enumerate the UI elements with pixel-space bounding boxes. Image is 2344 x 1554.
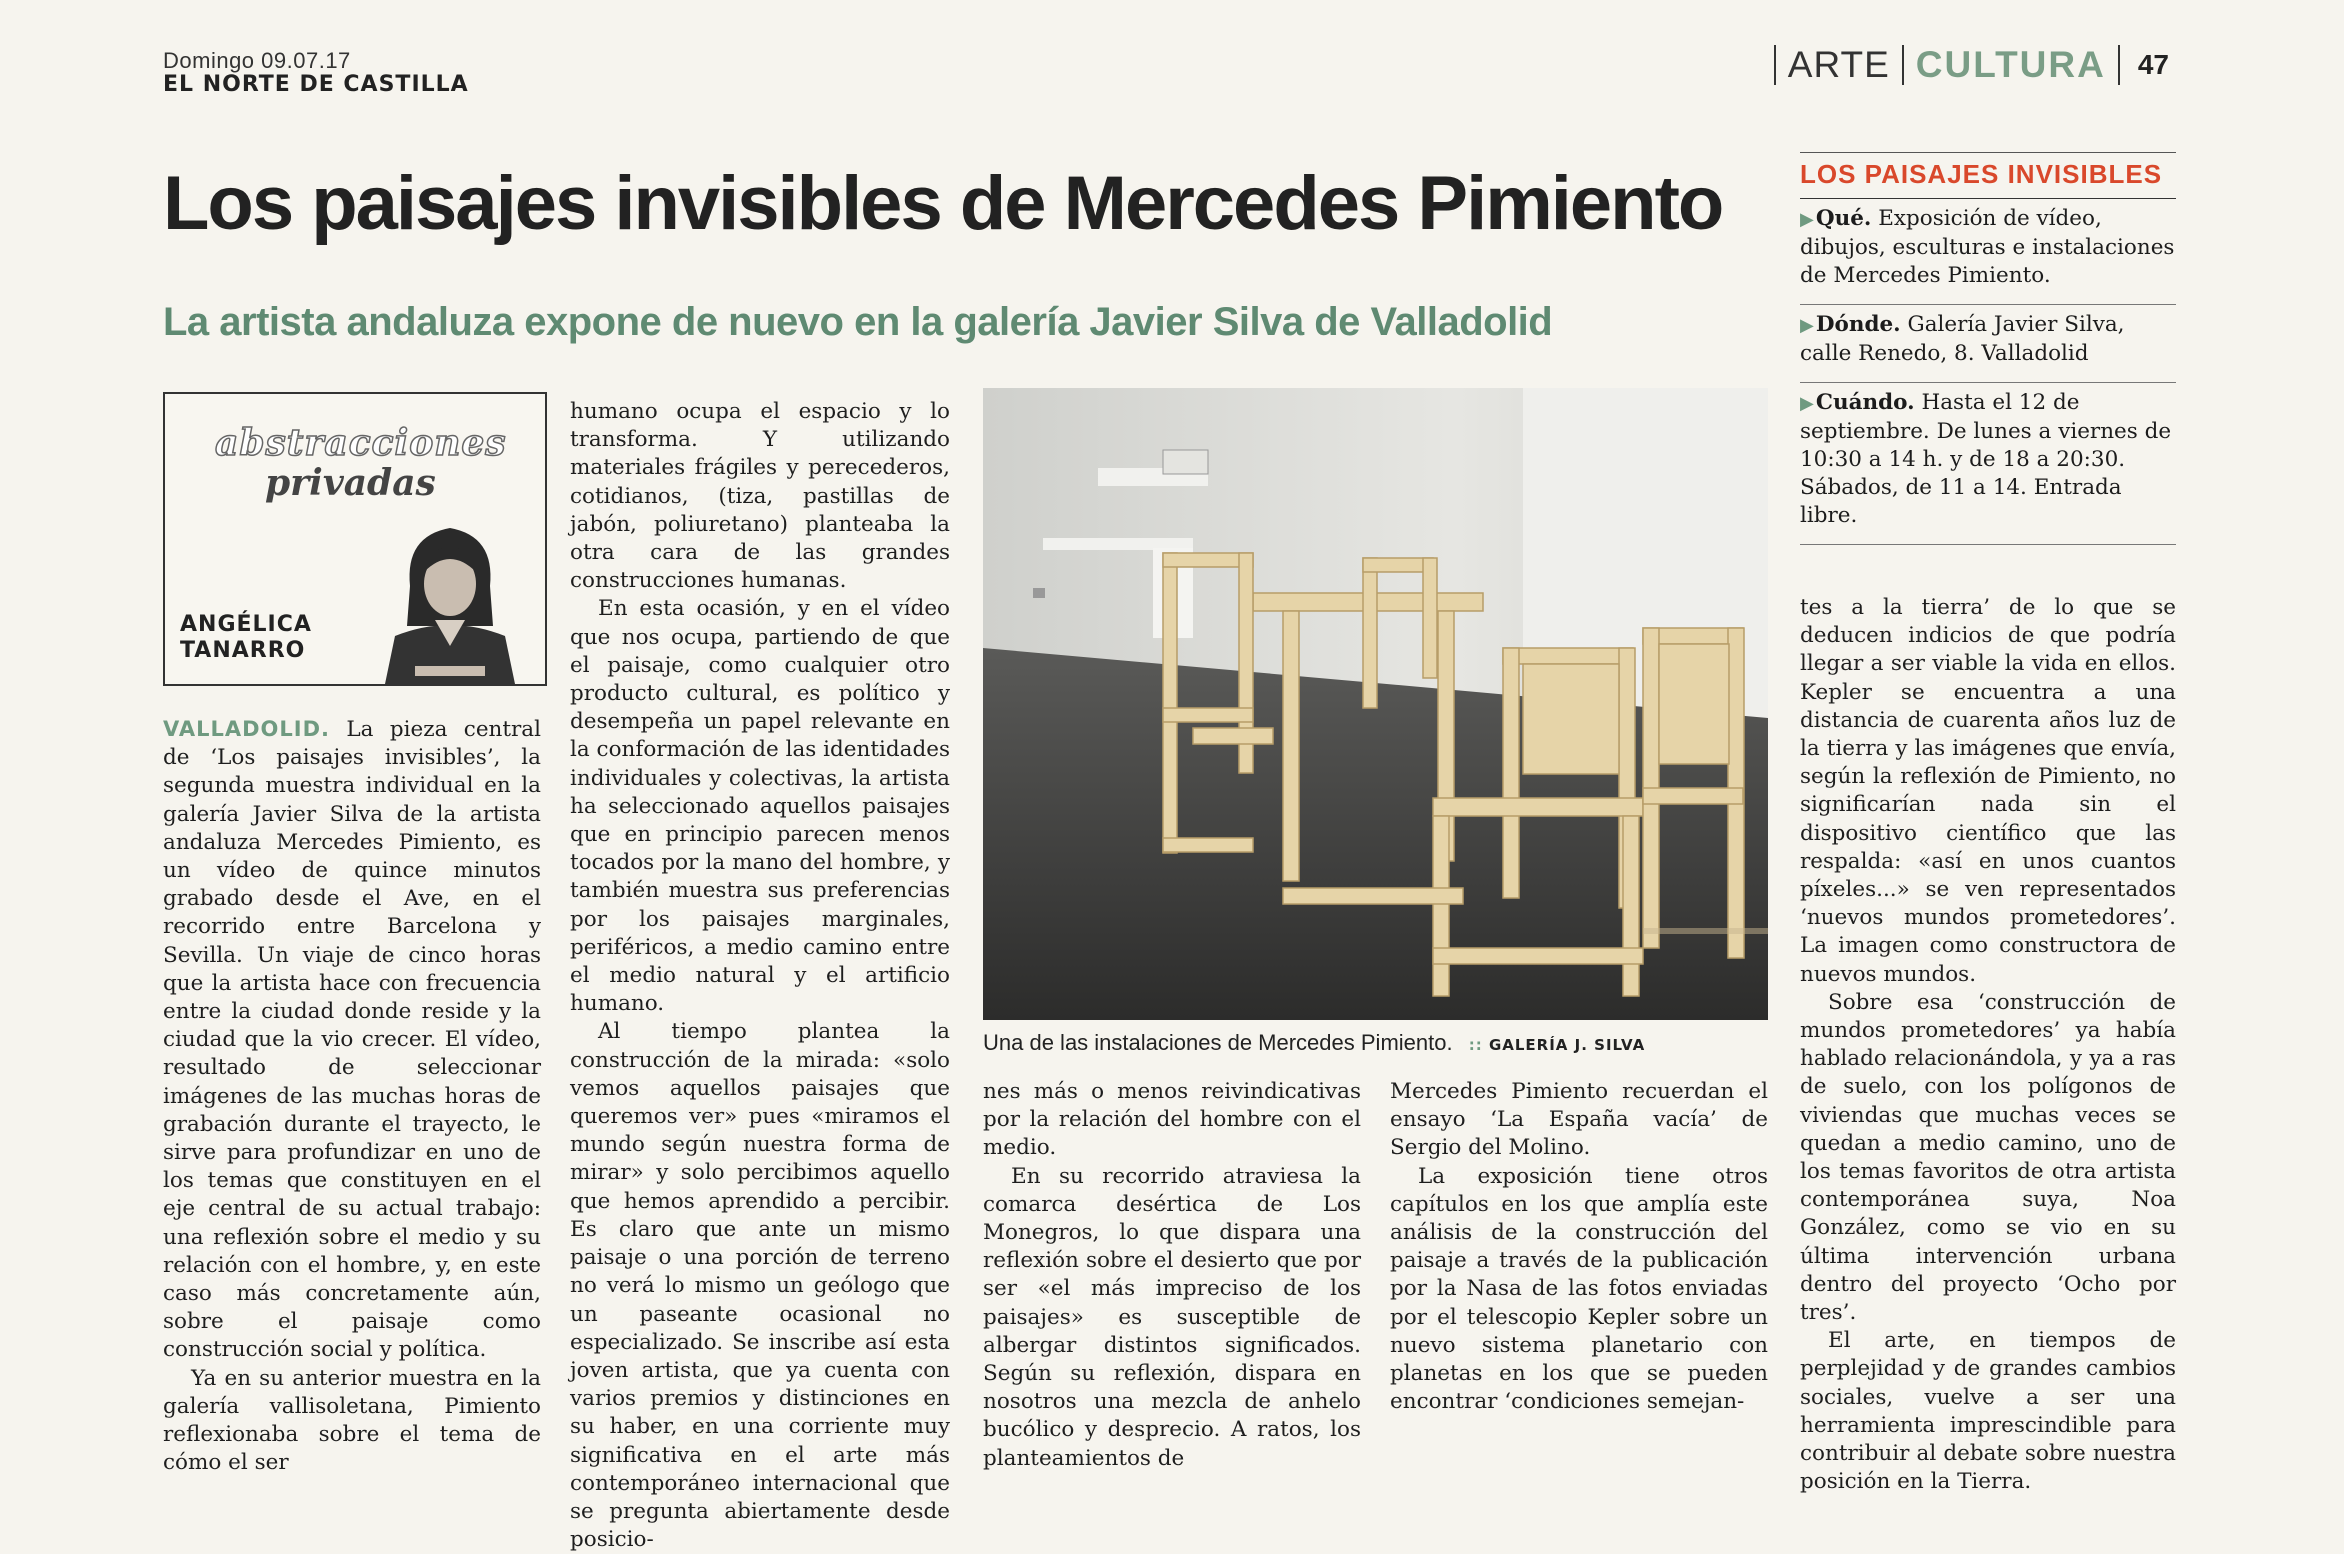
paragraph: Ya en su anterior muestra en la galería vallisoletana, Pimiento reflexionaba sobre el tema de cómo el ser	[163, 1365, 541, 1476]
paragraph: Sobre esa ‘construcción de mundos prometedores’ ya había hablado relacionándola, y ya a ras de suelo, con los polígonos de viviendas que muchas veces se quedan a medio camino, uno de los temas favoritos de otra artista contemporánea suya, Noa González, como se vio en su última intervención urbana dentro del proyecto ‘Ocho por tres’.	[1800, 989, 2176, 1326]
triangle-right-icon: ▶	[1800, 393, 1814, 414]
paragraph-text: La pieza central de ‘Los paisajes invisibles’, la segunda muestra individual en la galería Javier Silva de la artista andaluza Mercedes Pimiento, es un vídeo de quince minutos grabado desde el Ave, en el recorrido entre Barcelona y Sevilla. Un viaje de cinco horas que la artista hace con frecuencia entre la ciudad donde reside y la ciudad que la vio crecer. El vídeo, resultado de seleccionar imágenes de las muchas horas de grabación durante el trayecto, le sirve para profundizar en uno de los temas que constituyen en el eje central de su actual trabajo: una reflexión sobre el medio y su relación con el hombre, y, en este caso más concretamente aún, sobre el paisaje como construcción social y política.	[163, 717, 542, 1363]
paragraph: Al tiempo plantea la construcción de la mirada: «solo vemos aquellos paisajes que queremos ver» pues «miramos el mundo según nuestra forma de mirar» y solo percibimos aquello que hemos aprendido a percibir. Es claro que ante un mismo paisaje o una porción de terreno no verá lo mismo un geólogo que un paseante ocasional no especializado. Se inscribe así esta joven artista, que ya cuenta con varios premios y distinciones en su haber, en una corriente muy significativa en el arte más contemporáneo internacional que se pregunta abiertamente desde posicio-	[570, 1019, 950, 1553]
author-last-name: TANARRO	[180, 638, 306, 663]
paragraph: humano ocupa el espacio y lo transforma. Y utilizando materiales frágiles y perecederos, cotidianos, (tiza, pastillas de jabón, poliuretano) planteaba la otra cara de las grandes construcciones humanas.	[570, 399, 950, 594]
sidebar-item-label: Cuándo.	[1815, 390, 1915, 415]
photo-caption	[983, 1030, 1645, 1056]
text-column-2	[570, 398, 950, 1554]
page-number: 47	[2137, 49, 2169, 80]
paragraph: En esta ocasión, y en el vídeo que nos ocupa, partiendo de que el paisaje, como cualquier otro producto cultural, es político y desempeña un papel relevante en la conformación de las identidades individuales y colectivas, la artista ha seleccionado aquellos paisajes que en principio parecen menos tocados por la mano del hombre, y también muestra sus preferencias por los paisajes marginales, periféricos, a medio camino entre el medio natural y el artificio humano.	[570, 596, 950, 1017]
text-column-1	[163, 716, 541, 1477]
section-divider	[1902, 45, 1904, 85]
text-column-3	[983, 1078, 1361, 1473]
section-divider	[1774, 45, 1776, 85]
photo-credit	[1469, 1036, 1646, 1054]
sidebar-item-label: Qué.	[1815, 206, 1872, 231]
text-column-5	[1800, 594, 2176, 1497]
paragraph: En su recorrido atraviesa la comarca desértica de Los Monegros, lo que dispara una reflexión sobre el desierto que por ser «el más impreciso de los paisajes» es susceptible de albergar distintos significados. Según su reflexión, dispara en nosotros una mezcla de anhelo bucólico y desprecio. A ratos, los planteamientos de	[983, 1163, 1361, 1471]
paragraph: tes a la tierra’ de lo que se deducen indicios de que podría llegar a ser viable la vida en ellos. Kepler se encuentra a una distancia de cuarenta años luz de la tierra y las imágenes que envía, según la reflexión de Pimiento, no significarían nada sin el dispositivo científico que las respalda: «así en unos cuantos píxeles...» se ven representados ‘nuevos mundos prometedores’. La imagen como constructora de nuevos mundos.	[1800, 595, 2176, 987]
sidebar-item-label: Dónde.	[1815, 312, 1901, 337]
credit-marker: ::	[1468, 1036, 1483, 1054]
sidebar-item-donde	[1800, 305, 2176, 383]
sidebar-item-text: Galería Javier Silva, calle Renedo, 8. Valladolid	[1800, 312, 2125, 366]
triangle-right-icon: ▶	[1800, 315, 1814, 336]
paragraph: nes más o menos reivindicativas por la relación del hombre con el medio.	[983, 1079, 1361, 1161]
column-box	[163, 392, 547, 686]
column-title-line-1: abstracciones	[215, 422, 507, 464]
paragraph: La exposición tiene otros capítulos en los que amplía este análisis de la construcción del paisaje a través de la publicación por la Nasa de las fotos enviadas por el telescopio Kepler sobre un nuevo sistema planetario con planetas en los que se pueden encontrar ‘condiciones semejan-	[1390, 1163, 1768, 1415]
text-column-4	[1390, 1078, 1768, 1416]
info-sidebar	[1800, 152, 2176, 545]
section-cultura: CULTURA	[1915, 44, 2106, 85]
sidebar-item-cuando	[1800, 383, 2176, 545]
issue-date: Domingo 09.07.17	[163, 48, 351, 73]
author-first-name: ANGÉLICA	[180, 612, 312, 637]
paragraph: Mercedes Pimiento recuerdan el ensayo ‘La España vacía’ de Sergio del Molino.	[1390, 1079, 1768, 1161]
dateline: VALLADOLID.	[163, 717, 330, 741]
section-arte: ARTE	[1787, 44, 1890, 85]
article-headline: Los paisajes invisibles de Mercedes Pimiento	[163, 161, 1723, 246]
sidebar-item-que	[1800, 199, 2176, 305]
sidebar-item-text: Exposición de vídeo, dibujos, esculturas e instalaciones de Mercedes Pimiento.	[1800, 206, 2175, 288]
section-divider	[2118, 45, 2120, 85]
paragraph: El arte, en tiempos de perplejidad y de grandes cambios sociales, vuelve a ser una herramienta imprescindible para contribuir al debate sobre nuestra posición en la Tierra.	[1800, 1328, 2176, 1495]
sidebar-item-text: Hasta el 12 de septiembre. De lunes a viernes de 10:30 a 14 h. y de 18 a 20:30. Sábados, de 11 a 14. Entrada libre.	[1800, 390, 2172, 528]
author-portrait	[375, 516, 525, 684]
triangle-right-icon: ▶	[1800, 209, 1814, 230]
article-subheadline: La artista andaluza expone de nuevo en la galería Javier Silva de Valladolid	[163, 300, 1553, 344]
credit-text: GALERÍA J. SILVA	[1488, 1036, 1646, 1054]
sidebar-title: LOS PAISAJES INVISIBLES	[1800, 152, 2176, 199]
caption-text: Una de las instalaciones de Mercedes Pimiento.	[983, 1030, 1453, 1055]
installation-photo	[983, 388, 1768, 1020]
column-title-line-2: privadas	[265, 462, 436, 504]
section-header	[1762, 44, 2169, 86]
newspaper-name: EL NORTE DE CASTILLA	[163, 72, 469, 97]
paragraph	[163, 716, 541, 1365]
author-name	[180, 612, 312, 664]
